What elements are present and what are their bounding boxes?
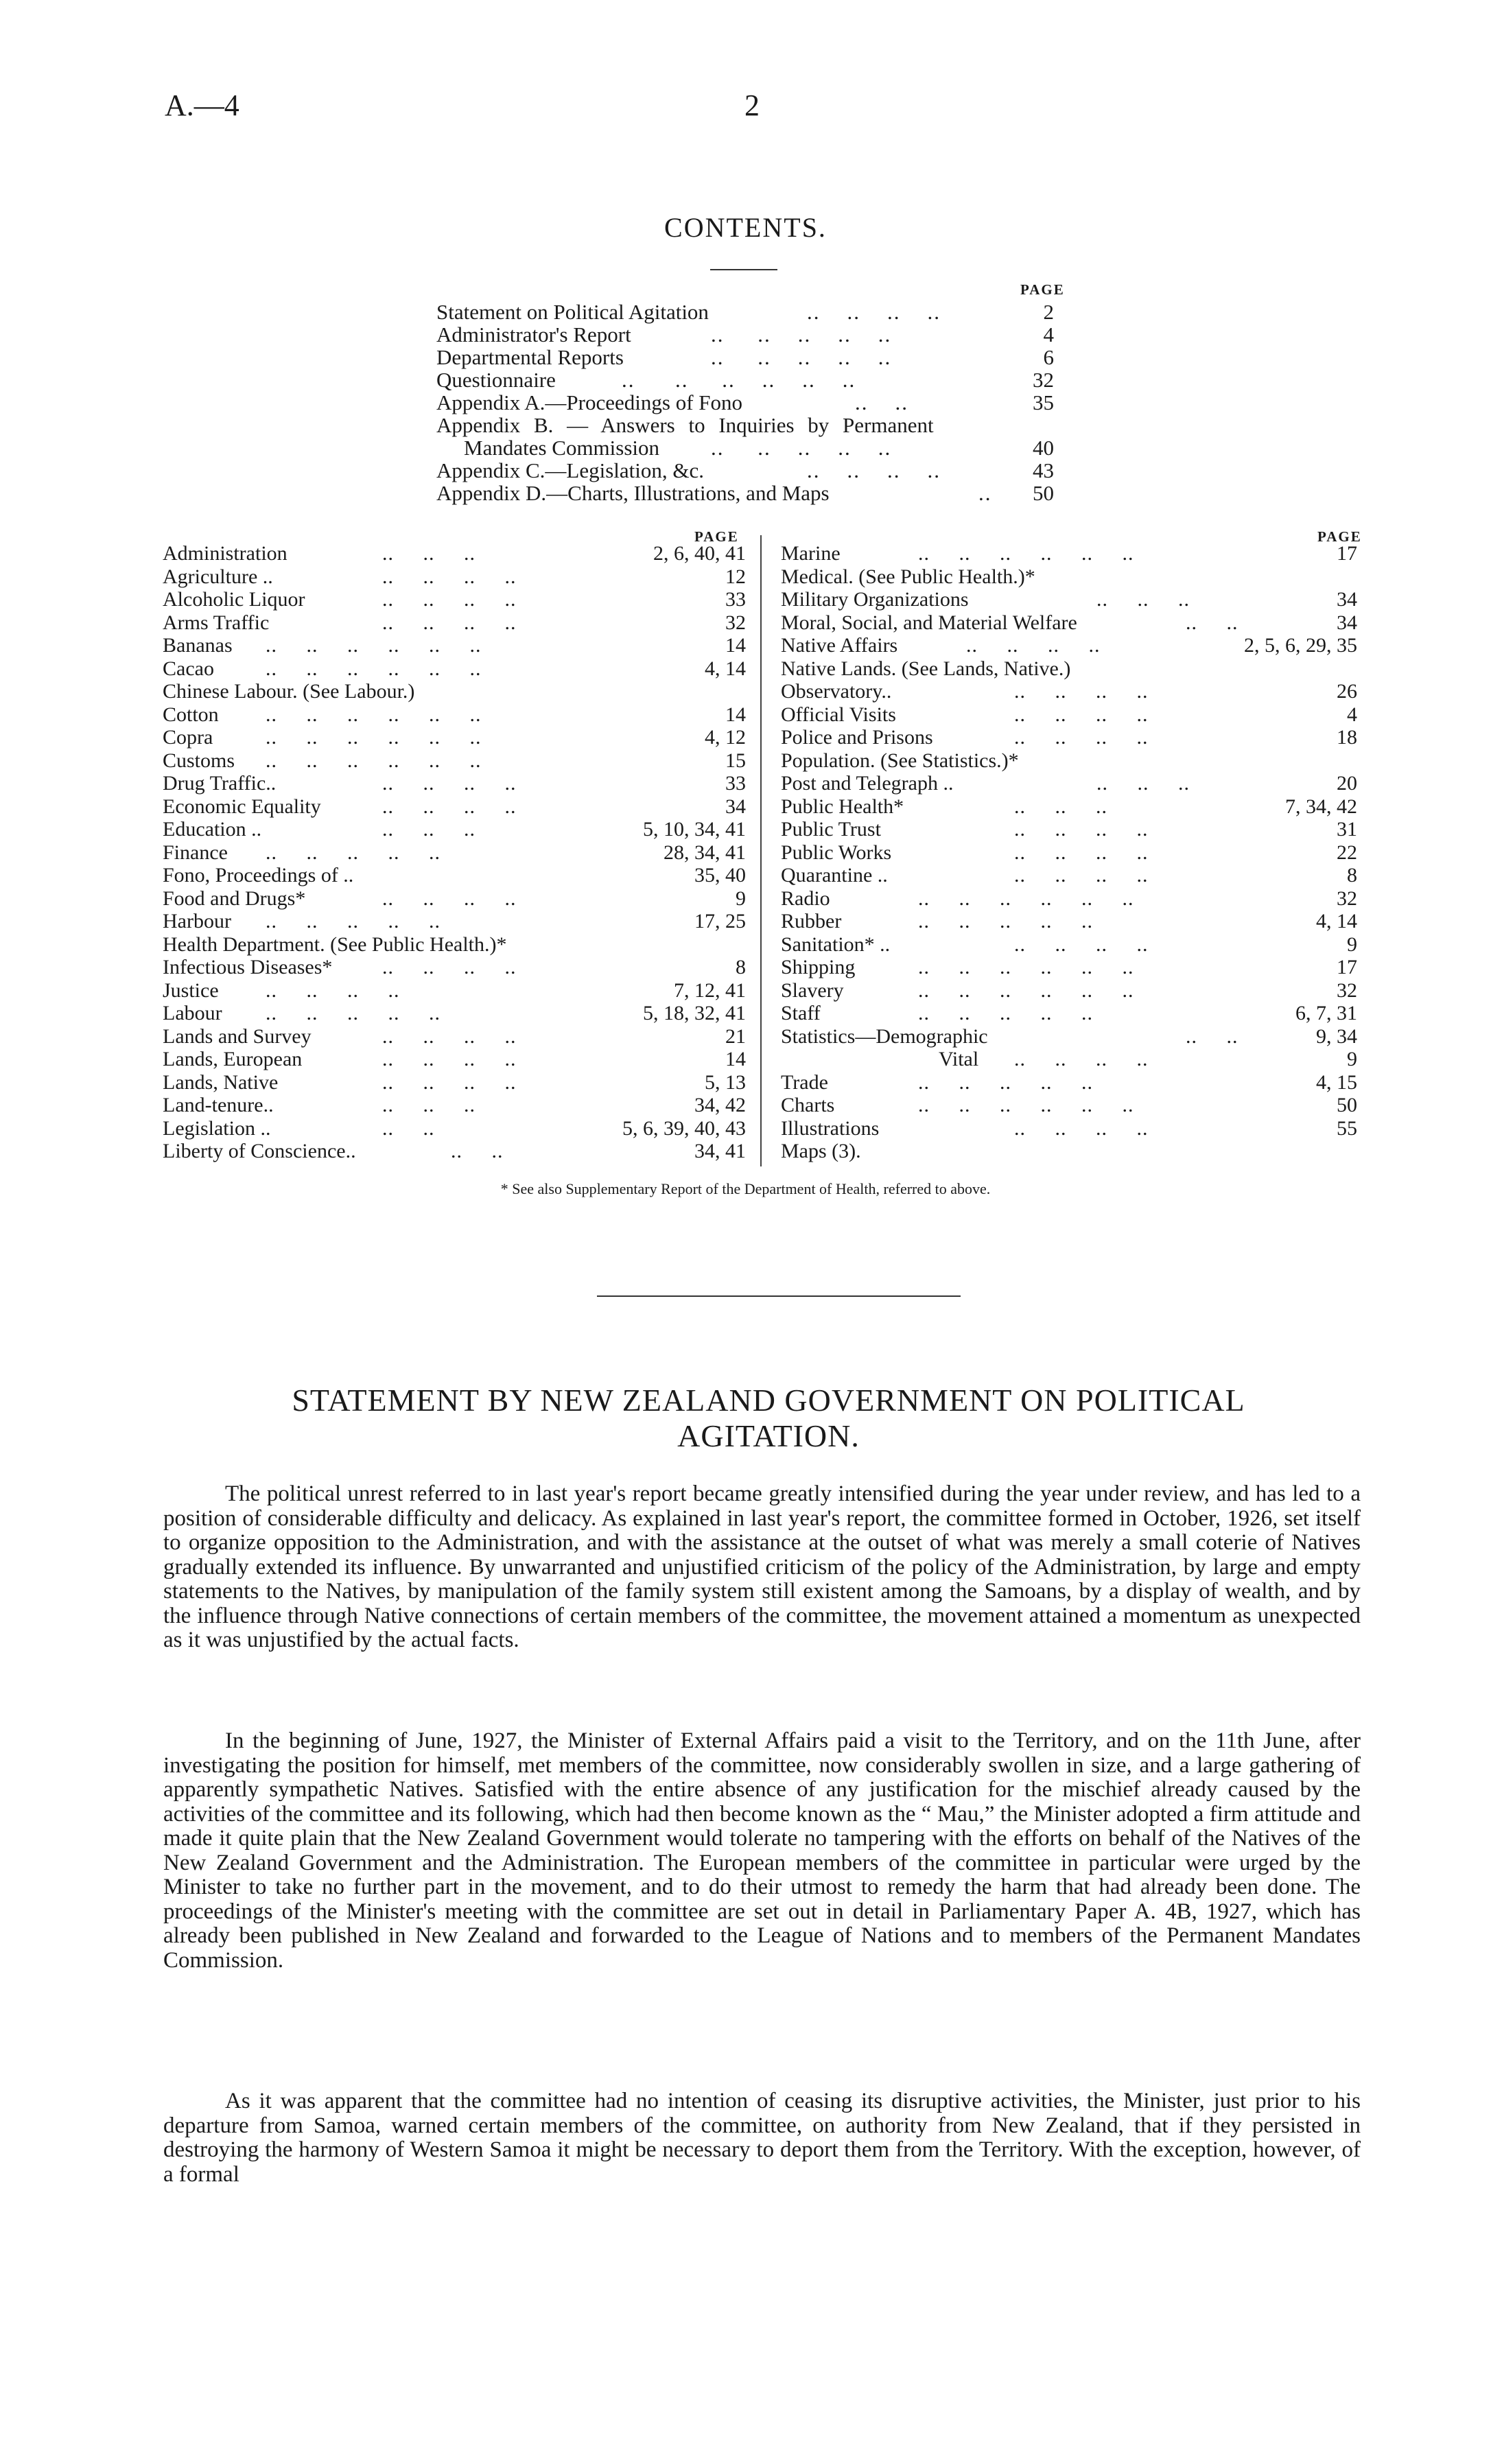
leader-dots: .. .. .. .. .. ..	[918, 978, 1134, 1002]
index-entry	[163, 657, 746, 681]
leader-dots: .. .. .. ..	[382, 887, 517, 910]
index-entry	[781, 1140, 1357, 1163]
leader-dots: .. .. .. .. .. ..	[266, 703, 482, 726]
index-entry	[781, 680, 1357, 703]
contents-entry	[436, 459, 1054, 482]
contents-entry-title: Departmental Reports	[436, 345, 624, 369]
leader-dots: .. .. .. ..	[966, 634, 1101, 657]
leader-dots: .. .. .. .. ..	[918, 1070, 1093, 1094]
index-entry-title: Rubber	[781, 910, 842, 932]
index-column-divider	[760, 535, 762, 1166]
index-entry-page: 21	[725, 1024, 746, 1048]
index-entry	[781, 703, 1357, 727]
index-entry	[781, 634, 1357, 657]
index-entry	[781, 910, 1357, 933]
index-entry-title: Customs	[163, 749, 235, 772]
index-entry-title: Radio	[781, 887, 830, 910]
index-entry	[163, 887, 746, 911]
index-entry-title: Justice	[163, 978, 219, 1002]
index-entry-title: Illustrations	[781, 1116, 880, 1140]
index-entry-title: Food and Drugs*	[163, 887, 306, 910]
leader-dots: .. .. .. .. .. ..	[622, 368, 856, 392]
leader-dots: .. .. .. ..	[382, 1048, 517, 1070]
contents-entry	[436, 391, 1054, 414]
index-entry-title: Moral, Social, and Material Welfare	[781, 611, 1077, 634]
index-entry-title: Chinese Labour. (See Labour.)	[163, 680, 415, 703]
contents-entry-page: 32	[1033, 368, 1054, 392]
leader-dots: .. .. .. ..	[1014, 703, 1149, 726]
contents-entry-page: 6	[1043, 345, 1054, 369]
contents-entry-title: Administrator's Report	[436, 322, 631, 347]
index-entry-title: Trade	[781, 1070, 828, 1094]
index-entry-page: 34	[1337, 588, 1357, 611]
leader-dots: .. .. ..	[1014, 795, 1107, 818]
index-entry-title: Staff	[781, 1002, 821, 1024]
index-entry-title: Education ..	[163, 818, 262, 841]
index-entry-title: Native Lands. (See Lands, Native.)	[781, 657, 1071, 680]
index-entry	[163, 772, 746, 795]
index-entry	[781, 864, 1357, 887]
contents-entry-page: 50	[1033, 481, 1054, 505]
statement-title	[220, 1383, 1317, 1454]
index-entry-page: 4, 14	[1316, 910, 1357, 932]
leader-dots: .. ..	[1186, 611, 1238, 634]
statement-paragraph-2: In the beginning of June, 1927, the Minister of External Affairs paid a visit to the Territory, and on the 11th June, after investigating the position for himself, met members of the committee, now considerably swollen in size, and a large gathering of apparently sympathetic Natives. Satisfied with the entire absence of any justification for the mischief already caused by the activities of the committee and its following, which had then become known as the “ Mau,” the Minister adopted a firm attitude and made it quite plain that the New Zealand Government would tolerate no tampering with the efforts on behalf of the Natives of the New Zealand Government and the Administration. The European members of the committee in particular were urged by the Minister to take no further part in the movement, and to do their utmost to remedy the harm that had already been done. The proceedings of the Minister's meeting with the committee are set out in detail in Parliamentary Paper A. 4B, 1927, which has already been published in New Zealand and forwarded to the League of Nations and to members of the Permanent Mandates Commission.	[163, 1728, 1361, 1973]
index-entry-page: 9	[1347, 932, 1357, 956]
index-entry	[781, 611, 1357, 635]
leader-dots: .. .. .. ..	[382, 772, 517, 795]
index-entry-title: Arms Traffic	[163, 611, 270, 634]
leader-dots: .. ..	[451, 1140, 504, 1162]
index-entry-page: 14	[725, 703, 746, 726]
index-entry	[781, 979, 1357, 1002]
contents-entry	[436, 414, 1054, 436]
index-entry-title: Cacao	[163, 657, 214, 680]
index-entry	[781, 795, 1357, 819]
index-entry-title: Harbour	[163, 910, 231, 932]
index-entry	[781, 749, 1357, 773]
index-entry-page: 8	[736, 956, 746, 978]
leader-dots: .. ..	[855, 390, 908, 414]
leader-dots: .. .. .. .. ..	[711, 322, 892, 347]
contents-entry	[436, 346, 1054, 368]
index-entry-title: Labour	[163, 1002, 222, 1024]
index-entry	[163, 542, 746, 565]
leader-dots: .. .. .. ..	[382, 1024, 517, 1048]
index-entry-page: 32	[1337, 978, 1357, 1002]
index-right-column	[781, 542, 1357, 1163]
index-entry-title: Agriculture ..	[163, 565, 273, 588]
leader-dots: .. .. .. .. .. ..	[266, 726, 482, 749]
index-entry-title: Health Department. (See Public Health.)*	[163, 932, 507, 956]
index-entry-title: Statistics—Demographic	[781, 1024, 988, 1048]
leader-dots: ..	[978, 481, 992, 505]
index-entry-title: Copra	[163, 726, 213, 749]
index-entry-page: 8	[1347, 864, 1357, 887]
index-entry	[163, 956, 746, 979]
index-entry-page: 33	[725, 588, 746, 611]
index-entry-page: 14	[725, 1048, 746, 1070]
index-entry	[163, 1071, 746, 1094]
leader-dots: .. .. ..	[382, 818, 476, 841]
leader-dots: .. ..	[382, 1116, 435, 1140]
index-left-page-header: PAGE	[694, 528, 739, 545]
leader-dots: .. .. .. ..	[1014, 932, 1149, 956]
contents-entry	[436, 436, 1054, 459]
leader-dots: .. .. .. .. .. ..	[918, 956, 1134, 978]
index-entry-page: 18	[1337, 726, 1357, 749]
index-entry	[163, 565, 746, 589]
index-entry-page: 9	[736, 887, 746, 910]
index-entry	[781, 726, 1357, 749]
index-entry-title: Administration	[163, 542, 287, 565]
index-entry	[781, 956, 1357, 979]
contents-entry-page: 40	[1033, 436, 1054, 460]
index-entry	[781, 1071, 1357, 1094]
index-entry	[781, 1048, 1357, 1071]
index-entry-title: Land-tenure..	[163, 1094, 274, 1116]
index-entry-title: Public Works	[781, 841, 892, 864]
leader-dots: .. .. .. .. ..	[266, 910, 441, 932]
index-entry	[163, 634, 746, 657]
index-entry-page: 9, 34	[1316, 1024, 1357, 1048]
index-entry	[163, 979, 746, 1002]
index-entry	[163, 588, 746, 611]
index-entry-title: Lands and Survey	[163, 1024, 312, 1048]
index-entry-title: Lands, Native	[163, 1070, 279, 1094]
index-entry-title: Infectious Diseases*	[163, 956, 333, 978]
index-entry-page: 14	[725, 634, 746, 657]
index-entry-title: Vital	[939, 1048, 979, 1070]
index-entry	[781, 1117, 1357, 1140]
statement-paragraph-3: As it was apparent that the committee had no intention of ceasing its disruptive activities, the Minister, just prior to his departure from Samoa, warned certain members of the committee, on authority from New Zealand, that if they persisted in destroying the harmony of Western Samoa it might be necessary to deport them from the Territory. With the exception, however, of a formal	[163, 2089, 1361, 2187]
contents-entry-title: Mandates Commission	[464, 436, 660, 460]
index-entry-page: 34	[725, 795, 746, 818]
footnote: * See also Supplementary Report of the Department of Health, referred to above.	[500, 1180, 991, 1197]
index-entry	[163, 910, 746, 933]
section-divider	[597, 1295, 961, 1297]
leader-dots: .. .. .. ..	[1014, 864, 1149, 887]
contents-divider	[710, 269, 777, 270]
leader-dots: .. .. .. ..	[807, 458, 941, 482]
contents-page-header: PAGE	[1020, 281, 1065, 298]
index-entry	[163, 1117, 746, 1140]
index-entry-title: Marine	[781, 542, 841, 565]
leader-dots: .. .. .. ..	[382, 1070, 517, 1094]
leader-dots: .. .. .. .. .. ..	[918, 1094, 1134, 1116]
index-entry-title: Alcoholic Liquor	[163, 588, 305, 611]
index-entry	[163, 749, 746, 773]
contents-entry-page: 2	[1043, 300, 1054, 324]
leader-dots: .. .. .. ..	[382, 611, 517, 634]
index-entry	[163, 864, 746, 887]
index-entry-title: Public Health*	[781, 795, 904, 818]
leader-dots: .. .. .. ..	[807, 300, 941, 324]
index-entry	[163, 703, 746, 727]
leader-dots: .. ..	[1186, 1024, 1238, 1048]
index-entry-page: 28, 34, 41	[664, 841, 746, 864]
index-entry	[163, 726, 746, 749]
index-entry-page: 17	[1337, 956, 1357, 978]
contents-entry-title: Appendix C.—Legislation, &c.	[436, 458, 705, 482]
index-entry	[163, 1048, 746, 1071]
index-entry-title: Liberty of Conscience..	[163, 1140, 356, 1162]
leader-dots: .. .. .. ..	[1014, 1048, 1149, 1070]
index-entry-page: 26	[1337, 680, 1357, 703]
index-entry	[781, 818, 1357, 841]
index-entry-page: 7, 12, 41	[674, 978, 746, 1002]
index-entry	[781, 1002, 1357, 1025]
index-entry	[163, 1025, 746, 1048]
contents-entry	[436, 368, 1054, 391]
index-entry-page: 7, 34, 42	[1285, 795, 1357, 818]
index-entry	[781, 841, 1357, 865]
index-entry	[163, 1094, 746, 1117]
index-entry	[163, 611, 746, 635]
leader-dots: .. .. .. ..	[266, 978, 400, 1002]
leader-dots: .. .. .. .. ..	[711, 436, 892, 460]
index-entry-page: 5, 13	[705, 1070, 746, 1094]
contents-entry	[436, 323, 1054, 346]
index-entry	[163, 1140, 746, 1163]
index-entry-page: 32	[725, 611, 746, 634]
leader-dots: .. .. .. .. ..	[711, 345, 892, 369]
contents-list	[436, 301, 1054, 504]
leader-dots: .. .. .. ..	[382, 795, 517, 818]
leader-dots: .. .. .. ..	[382, 588, 517, 611]
index-entry-title: Lands, European	[163, 1048, 303, 1070]
index-entry	[781, 565, 1357, 589]
leader-dots: .. .. .. .. .. ..	[266, 749, 482, 772]
index-entry	[781, 1025, 1357, 1048]
index-entry-page: 22	[1337, 841, 1357, 864]
index-entry	[781, 933, 1357, 957]
index-entry	[163, 680, 746, 703]
index-entry	[163, 1002, 746, 1025]
index-entry-title: Observatory..	[781, 680, 892, 703]
index-entry-page: 4, 12	[705, 726, 746, 749]
index-right-page-header: PAGE	[1317, 528, 1362, 545]
index-entry-title: Charts	[781, 1094, 835, 1116]
index-entry-page: 31	[1337, 818, 1357, 841]
index-entry-title: Official Visits	[781, 703, 896, 726]
index-entry-title: Quarantine ..	[781, 864, 888, 887]
index-entry	[781, 542, 1357, 565]
index-entry-page: 15	[725, 749, 746, 772]
leader-dots: .. .. .. ..	[1014, 818, 1149, 841]
statement-title-line-1: STATEMENT BY NEW ZEALAND GOVERNMENT ON POLITICAL	[292, 1383, 1245, 1418]
index-entry-title: Military Organizations	[781, 588, 969, 611]
index-entry	[781, 887, 1357, 911]
index-entry-page: 9	[1347, 1048, 1357, 1070]
leader-dots: .. .. .. .. .. ..	[266, 657, 482, 680]
leader-dots: .. .. .. .. ..	[266, 841, 441, 864]
index-entry	[163, 933, 746, 957]
leader-dots: .. .. .. ..	[1014, 680, 1149, 703]
page-number: 2	[744, 89, 760, 122]
statement-title-line-2: AGITATION.	[677, 1418, 860, 1453]
leader-dots: .. .. .. .. .. ..	[918, 542, 1134, 565]
index-entry-page: 17	[1337, 542, 1357, 565]
leader-dots: .. .. .. .. ..	[918, 910, 1093, 932]
leader-dots: .. .. .. ..	[1014, 1116, 1149, 1140]
contents-entry-title: Appendix B. — Answers to Inquiries by Permanent	[436, 413, 934, 437]
leader-dots: .. .. .. ..	[382, 956, 517, 978]
leader-dots: .. .. ..	[382, 542, 476, 565]
index-entry-title: Bananas	[163, 634, 233, 657]
leader-dots: .. .. .. .. ..	[266, 1002, 441, 1024]
index-left-column	[163, 542, 746, 1163]
leader-dots: .. .. .. .. .. ..	[266, 634, 482, 657]
index-entry-page: 34	[1337, 611, 1357, 634]
index-entry-page: 20	[1337, 772, 1357, 795]
index-entry-page: 2, 6, 40, 41	[653, 542, 746, 565]
index-entry-page: 12	[725, 565, 746, 588]
contents-entry-title: Statement on Political Agitation	[436, 300, 709, 324]
document-code: A.—4	[165, 89, 239, 122]
leader-dots: .. .. .. .. ..	[918, 1002, 1093, 1024]
index-entry-title: Slavery	[781, 978, 844, 1002]
index-entry-page: 55	[1337, 1116, 1357, 1140]
index-entry-page: 2, 5, 6, 29, 35	[1244, 634, 1357, 657]
contents-entry-title: Appendix D.—Charts, Illustrations, and Maps	[436, 481, 830, 505]
index-entry-page: 5, 6, 39, 40, 43	[622, 1116, 746, 1140]
index-entry-title: Medical. (See Public Health.)*	[781, 565, 1035, 588]
index-entry	[163, 818, 746, 841]
index-entry-title: Economic Equality	[163, 795, 321, 818]
leader-dots: .. .. .. ..	[1014, 726, 1149, 749]
contents-entry	[436, 482, 1054, 504]
index-entry	[781, 588, 1357, 611]
index-entry	[781, 772, 1357, 795]
leader-dots: .. .. .. ..	[1014, 841, 1149, 864]
index-entry-page: 34, 42	[694, 1094, 746, 1116]
index-entry-title: Cotton	[163, 703, 219, 726]
leader-dots: .. .. ..	[382, 1094, 476, 1116]
contents-entry-title: Appendix A.—Proceedings of Fono	[436, 390, 743, 414]
index-entry-page: 33	[725, 772, 746, 795]
index-entry-page: 35, 40	[694, 864, 746, 887]
index-entry	[781, 657, 1357, 681]
index-entry-title: Maps (3).	[781, 1140, 861, 1162]
leader-dots: .. .. ..	[1096, 772, 1190, 795]
index-entry-title: Finance	[163, 841, 228, 864]
index-entry-title: Sanitation* ..	[781, 932, 891, 956]
statement-paragraph-1: The political unrest referred to in last year's report became greatly intensified during the year under review, and has led to a position of considerable difficulty and delicacy. As explained in last year's report, the committee formed in October, 1926, set itself to organize opposition to the Administration, and with the assistance at the outset of what was merely a small coterie of Natives gradually extended its influence. By unwarranted and unjustified criticism of the policy of the Administration, by large and empty statements to the Natives, by manipulation of the family system still existent among the Samoans, by a display of wealth, and by the influence through Native connections of certain members of the committee, the movement attained a momentum as unexpected as it was unjustified by the actual facts.	[163, 1481, 1361, 1652]
index-entry-title: Drug Traffic..	[163, 772, 277, 795]
index-entry-title: Shipping	[781, 956, 856, 978]
index-entry	[781, 1094, 1357, 1117]
contents-entry-page: 35	[1033, 390, 1054, 414]
index-entry-page: 32	[1337, 887, 1357, 910]
index-entry-title: Post and Telegraph ..	[781, 772, 954, 795]
leader-dots: .. .. ..	[1096, 588, 1190, 611]
contents-entry	[436, 301, 1054, 323]
index-entry-title: Public Trust	[781, 818, 881, 841]
contents-entry-page: 4	[1043, 322, 1054, 347]
contents-entry-title: Questionnaire	[436, 368, 556, 392]
leader-dots: .. .. .. .. .. ..	[918, 887, 1134, 910]
index-entry	[163, 795, 746, 819]
index-entry-title: Native Affairs	[781, 634, 898, 657]
index-entry-title: Fono, Proceedings of ..	[163, 864, 354, 887]
leader-dots: .. .. .. ..	[382, 565, 517, 588]
index-entry-title: Population. (See Statistics.)*	[781, 749, 1019, 772]
index-entry-title: Police and Prisons	[781, 726, 933, 749]
index-entry-page: 34, 41	[694, 1140, 746, 1162]
index-entry-page: 4, 14	[705, 657, 746, 680]
index-entry-title: Legislation ..	[163, 1116, 271, 1140]
index-entry-page: 50	[1337, 1094, 1357, 1116]
index-entry-page: 4, 15	[1316, 1070, 1357, 1094]
contents-entry-page: 43	[1033, 458, 1054, 482]
contents-title: CONTENTS.	[664, 212, 827, 243]
index-entry	[163, 841, 746, 865]
index-entry-page: 6, 7, 31	[1295, 1002, 1357, 1024]
index-entry-page: 17, 25	[694, 910, 746, 932]
index-entry-page: 5, 10, 34, 41	[643, 818, 746, 841]
index-entry-page: 4	[1347, 703, 1357, 726]
index-entry-page: 5, 18, 32, 41	[643, 1002, 746, 1024]
